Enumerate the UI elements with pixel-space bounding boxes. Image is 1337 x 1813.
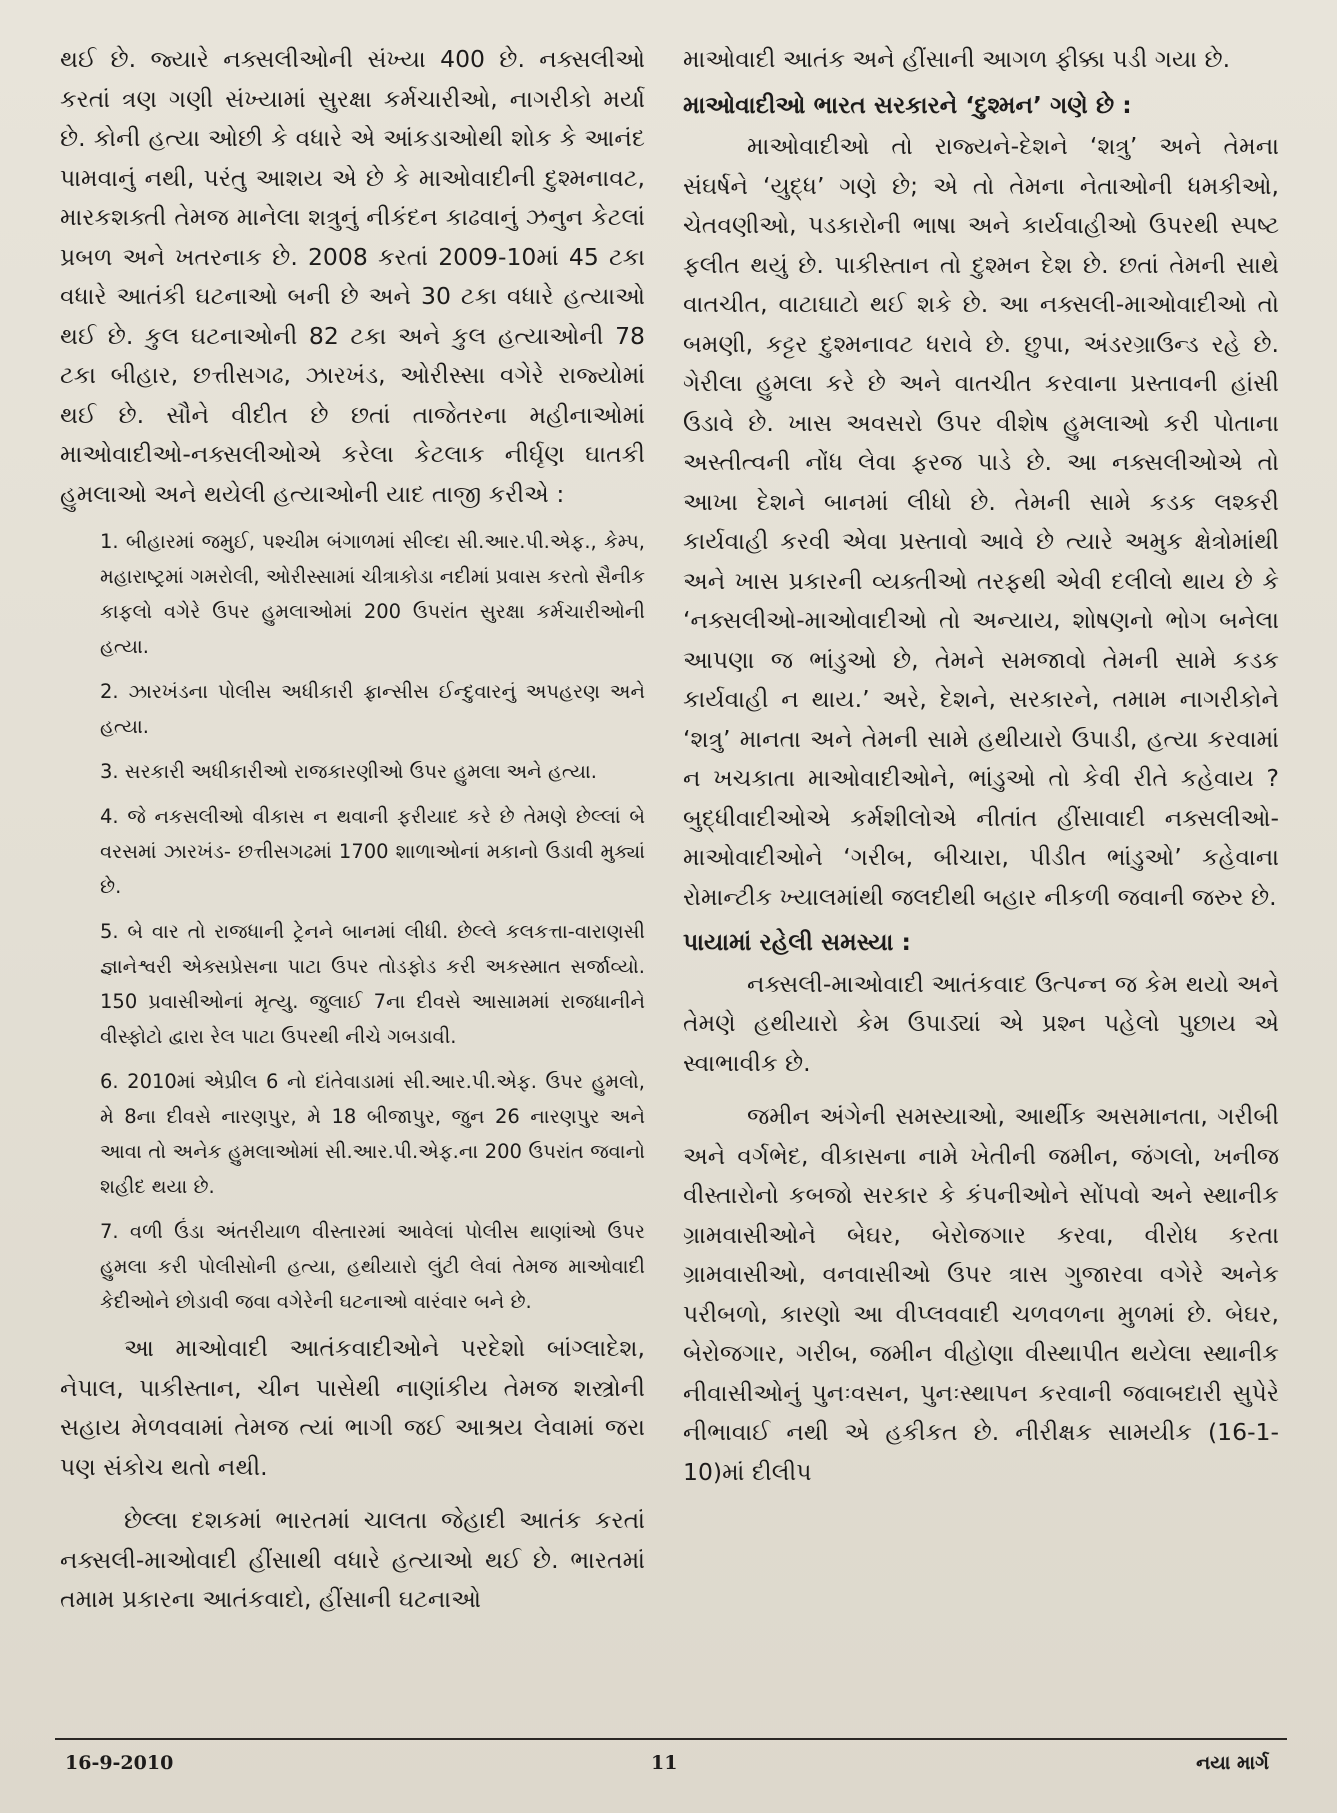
list-item: 3. સરકારી અધીકારીઓ રાજકારણીઓ ઉપર હુમલા અને હત્યા. <box>100 760 597 783</box>
attack-list <box>60 524 645 1319</box>
list-item: 7. વળી ઉંડા અંતરીયાળ વીસ્તારમાં આવેલાં પોલીસ થાણાંઓ ઉપર હુમલા કરી પોલીસોની હત્યા, હથીયારો લુંટી લેવાં તેમજ માઓવાદી કેદીઓને છોડાવી જવા વગેરેની ઘટનાઓ વારંવાર બને છે. <box>100 1220 645 1313</box>
left-column <box>60 40 645 1620</box>
list-item: 4. જે નકસલીઓ વીકાસ ન થવાની ફરીયાદ કરે છે તેમણે છેલ્લાં બે વરસમાં ઝારખંડ- છત્તીસગઢમાં 1700 શાળાઓનાં મકાનો ઉડાવી મુક્યાં છે. <box>100 805 645 898</box>
paragraph: થઈ છે. જ્યારે નક્સલીઓની સંખ્યા 400 છે. નક્સલીઓ કરતાં ત્રણ ગણી સંખ્યામાં સુરક્ષા કર્મચારીઓ, નાગરીકો મર્યા છે. કોની હત્યા ઓછી કે વધારે એ આંકડાઓથી શોક કે આનંદ પામવાનું નથી, પરંતુ આશય એ છે કે માઓવાદીની દુશ્મનાવટ, મારકશક્તી તેમજ માનેલા શત્રુનું નીકંદન કાઢવાનું ઝનુન કેટલાં પ્રબળ અને ખતરનાક છે. 2008 કરતાં 2009-10માં 45 ટકા વધારે આતંકી ઘટનાઓ બની છે અને 30 ટકા વધારે હત્યાઓ થઈ છે. કુલ ઘટનાઓની 82 ટકા અને કુલ હત્યાઓની 78 ટકા બીહાર, છત્તીસગઢ, ઝારખંડ, ઓરીસ્સા વગેરે રાજ્યોમાં થઈ છે. સૌને વીદીત છે છતાં તાજેતરના મહીનાઓમાં માઓવાદીઓ-નક્સલીઓએ કરેલા કેટલાક નીર્ઘૃણ ઘાતકી હુમલાઓ અને થયેલી હત્યાઓની યાદ તાજી કરીએ : <box>60 45 645 508</box>
magazine-name: નયા માર્ગ <box>1196 1752 1269 1774</box>
list-item: 5. બે વાર તો રાજધાની ટ્રેનને બાનમાં લીધી. છેલ્લે કલકત્તા-વારાણસી જ્ઞાનેશ્વરી એક્સપ્રેસના પાટા ઉપર તોડફોડ કરી અકસ્માત સર્જાવ્યો. 150 પ્રવાસીઓનાં મૃત્યુ. જુલાઈ 7ના દીવસે આસામમાં રાજધાનીને વીસ્ફોટો દ્વારા રેલ પાટા ઉપરથી નીચે ગબડાવી. <box>100 920 645 1048</box>
list-item: 6. 2010માં એપ્રીલ 6 નો દાંતેવાડામાં સી.આર.પી.એફ. ઉપર હુમલો, મે 8ના દીવસે નારણપુર, મે 18 બીજાપુર, જુન 26 નારણપુર અને આવા તો અનેક હુમલાઓમાં સી.આર.પી.એફ.ના 200 ઉપરાંત જવાનો શહીદ થયા છે. <box>100 1070 645 1198</box>
section-heading: માઓવાદીઓ ભારત સરકારને ‘દુશ્મન’ ગણે છે : <box>683 90 1132 119</box>
footer-divider <box>55 1738 1287 1740</box>
page-number: 11 <box>651 1752 678 1774</box>
paragraph: આ માઓવાદી આતંકવાદીઓને પરદેશો બાંગ્લાદેશ, નેપાલ, પાકીસ્તાન, ચીન પાસેથી નાણાંકીય તેમજ શસ્ત્રોની સહાય મેળવવામાં તેમજ ત્યાં ભાગી જઈ આશ્રય લેવામાં જરા પણ સંકોચ થતો નથી. <box>60 1334 645 1481</box>
paragraph: જમીન અંગેની સમસ્યાઓ, આર્થીક અસમાનતા, ગરીબી અને વર્ગભેદ, વીકાસના નામે ખેતીની જમીન, જંગલો, ખનીજ વીસ્તારોનો કબજો સરકાર કે કંપનીઓને સોંપવો અને સ્થાનીક ગ્રામવાસીઓને બેઘર, બેરોજગાર કરવા, વીરોધ કરતા ગ્રામવાસીઓ, વનવાસીઓ ઉપર ત્રાસ ગુજારવા વગેરે અનેક પરીબળો, કારણો આ વીપ્લવવાદી ચળવળના મુળમાં છે. બેઘર, બેરોજગાર, ગરીબ, જમીન વીહોણા વીસ્થાપીત થયેલા સ્થાનીક નીવાસીઓનું પુનઃવસન, પુનઃસ્થાપન કરવાની જવાબદારી સુપેરે નીભાવાઈ નથી એ હકીકત છે. નીરીક્ષક સામયીક (16-1-10)માં દીલીપ <box>683 1102 1279 1486</box>
list-item: 1. બીહારમાં જમુઈ, પશ્ચીમ બંગાળમાં સીલ્દા સી.આર.પી.એફ., કેમ્પ, મહારાષ્ટ્રમાં ગમરોલી, ઓરીસ્સામાં ચીત્રાકોડા નદીમાં પ્રવાસ કરતો સૈનીક કાફલો વગેરે ઉપર હુમલાઓમાં 200 ઉપરાંત સુરક્ષા કર્મચારીઓની હત્યા. <box>100 530 645 658</box>
paragraph: નક્સલી-માઓવાદી આતંકવાદ ઉત્પન્ન જ કેમ થયો અને તેમણે હથીયારો કેમ ઉપાડ્યાં એ પ્રશ્ન પહેલો પુછાય એ સ્વાભાવીક છે. <box>683 969 1279 1077</box>
paragraph: માઓવાદી આતંક અને હીંસાની આગળ ફીક્કા પડી ગયા છે. <box>683 45 1231 73</box>
issue-date: 16-9-2010 <box>65 1752 174 1774</box>
list-item: 2. ઝારખંડના પોલીસ અધીકારી ફ્રાન્સીસ ઈન્દુવારનું અપહરણ અને હત્યા. <box>100 680 645 738</box>
paragraph: માઓવાદીઓ તો રાજ્યને-દેશને ‘શત્રુ’ અને તેમના સંઘર્ષને ‘યુદ્ધ’ ગણે છે; એ તો તેમના નેતાઓની ધમકીઓ, ચેતવણીઓ, પડકારોની ભાષા અને કાર્યવાહીઓ ઉપરથી સ્પષ્ટ ફલીત થયું છે. પાકીસ્તાન તો દુશ્મન દેશ છે. છતાં તેમની સાથે વાતચીત, વાટાઘાટો થઈ શકે છે. આ નક્સલી-માઓવાદીઓ તો બમણી, કટ્ટર દુશ્મનાવટ ધરાવે છે. છુપા, અંડરગ્રાઉન્ડ રહે છે. ગેરીલા હુમલા કરે છે અને વાતચીત કરવાના પ્રસ્તાવની હાંસી ઉડાવે છે. ખાસ અવસરો ઉપર વીશેષ હુમલાઓ કરી પોતાના અસ્તીત્વની નોંધ લેવા ફરજ પાડે છે. આ નક્સલીઓએ તો આખા દેશને બાનમાં લીધો છે. તેમની સામે કડક લશ્કરી કાર્યવાહી કરવી એવા પ્રસ્તાવો આવે છે ત્યારે અમુક ક્ષેત્રોમાંથી અને ખાસ પ્રકારની વ્યક્તીઓ તરફથી એવી દલીલો થાય છે કે ‘નક્સલીઓ-માઓવાદીઓ તો અન્યાય, શોષણનો ભોગ બનેલા આપણા જ ભાંડુઓ છે, તેમને સમજાવો તેમની સામે કડક કાર્યવાહી ન થાય.’ અરે, દેશને, સરકારને, તમામ નાગરીકોને ‘શત્રુ’ માનતા અને તેમની સામે હથીયારો ઉપાડી, હત્યા કરવામાં ન ખચકાતા માઓવાદીઓને, ભાંડુઓ તો કેવી રીતે કહેવાય ? બુદ્ધીવાદીઓએ કર્મશીલોએ નીતાંત હીંસાવાદી નક્સલીઓ-માઓવાદીઓને ‘ગરીબ, બીચારા, પીડીત ભાંડુઓ’ કહેવાના રોમાન્ટીક ખ્યાલમાંથી જલદીથી બહાર નીકળી જવાની જરુર છે. <box>683 132 1279 911</box>
right-column <box>683 40 1279 1492</box>
paragraph: છેલ્લા દશકમાં ભારતમાં ચાલતા જેહાદી આતંક કરતાં નક્સલી-માઓવાદી હીંસાથી વધારે હત્યાઓ થઈ છે. ભારતમાં તમામ પ્રકારના આતંકવાદો, હીંસાની ઘટનાઓ <box>60 1506 645 1613</box>
section-heading: પાયામાં રહેલી સમસ્યા : <box>683 928 911 956</box>
page-footer <box>55 1752 1287 1782</box>
